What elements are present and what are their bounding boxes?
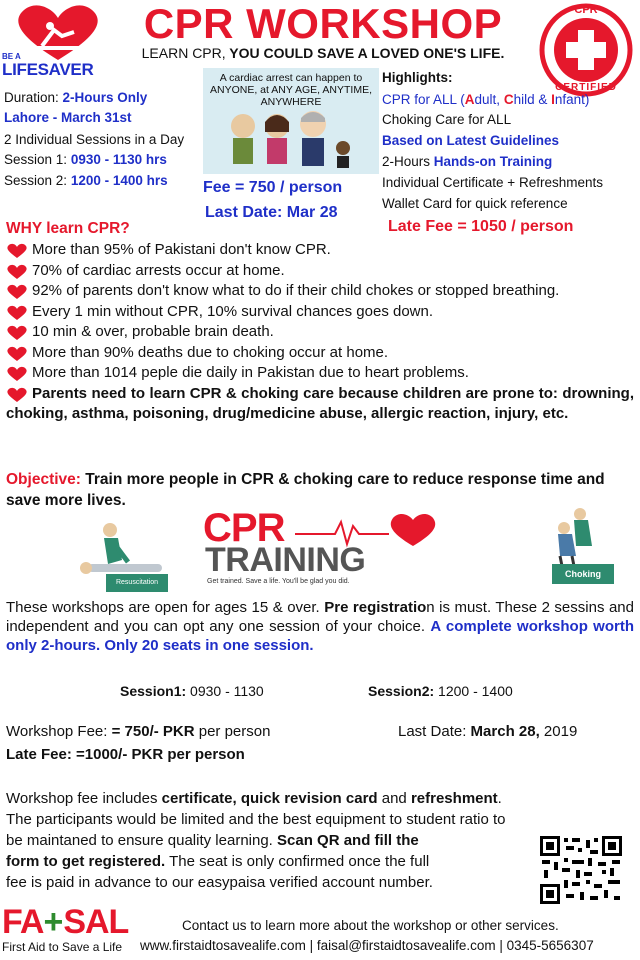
p2-l1e: . [497,790,502,807]
p2-l3a: be maintaned to ensure quality learning. [6,832,278,849]
duration-line [4,88,147,108]
wlast-value: March 28, [470,723,540,740]
heart-icon [6,305,28,321]
banner-training: TRAINING [205,541,366,579]
why-list [6,240,634,425]
p2-l1b: certificate, quick revision card [161,790,378,807]
list-item [6,343,634,364]
email-link[interactable]: faisal@firstaidtosavealife.com [316,938,496,953]
fasal-logo [2,904,132,940]
heart-icon [6,387,28,403]
last-date-text: Last Date: Mar 28 [205,204,338,221]
why-text: 70% of cardiac arrests occur at home. [32,261,285,279]
hl-handson-prefix: 2-Hours [382,154,434,169]
highlights-heading: Highlights: [382,70,453,85]
lifesaver-logo [2,2,114,80]
choking-figure-icon [540,506,626,568]
hl-prefix: CPR for ALL ( [382,92,465,107]
session2-summary [368,683,513,699]
para1-t2: Pre registratio [324,599,427,616]
heart-icon [6,264,28,280]
sep: | [305,938,317,953]
objective-label: Objective: [6,471,81,488]
session1-summary [120,683,264,699]
website-link[interactable]: www.firstaidtosavealife.com [140,938,306,953]
highlight-wallet: Wallet Card for quick reference [382,196,568,211]
highlight-guidelines: Based on Latest Guidelines [382,133,560,148]
hl-hild: hild & [513,92,552,107]
para2-line5: fee is paid in advance to our easypaisa verified account number. [6,874,433,891]
wfee-value: = 750/- PKR [111,723,195,740]
session1-time: 0930 - 1130 hrs [70,152,167,167]
list-item [6,261,634,282]
para2-line1 [6,788,634,809]
session2-label: Session 2: [4,173,68,188]
illustration-text: A cardiac arrest can happen to ANYONE, at ANY AGE, ANYTIME, ANYWHERE [209,72,373,108]
hl-i: I [551,92,555,107]
fasal-sal: SAL [63,903,129,941]
badge-top-text: CPR [574,4,598,16]
p2-l4a: form to get registered. [6,853,166,870]
location-date: Lahore - March 31st [4,110,132,125]
family-figures-icon [223,108,363,172]
session2-time: 1200 - 1400 hrs [70,173,168,188]
fasal-subtitle: First Aid to Save a Life [2,940,123,954]
p2-l1c: and [377,790,411,807]
s2-time: 1200 - 1400 [434,683,513,699]
qr-code-icon[interactable] [538,834,624,906]
session1-label: Session 1: [4,152,68,167]
s2-label: Session2: [368,683,435,699]
hl-nfant: nfant) [554,92,590,107]
p2-l4b: The seat is only confirmed once the full [165,853,430,870]
duration-label: Duration: [4,90,59,105]
workshop-description [6,598,634,655]
why-text: Every 1 min without CPR, 10% survival chances goes down. [32,302,434,320]
para2-line4 [6,851,518,872]
objective [6,469,634,511]
cardiac-arrest-illustration [203,68,379,174]
why-text: 92% of parents don't know what to do if their child chokes or stopped breathing. [32,282,560,299]
list-item [6,363,634,384]
para1-t3: n is must. These 2 sessins and independent and you can opt any one session of your choice. [6,599,634,635]
hl-c: C [503,92,514,107]
workshop-late-fee: Late Fee: =1000/- PKR per person [6,746,245,763]
highlight-cpr-for-all [382,90,589,110]
sessions-count: 2 Individual Sessions in a Day [4,132,185,147]
choking-label: Choking [552,564,614,584]
fasal-plus: + [43,903,64,941]
phone-link[interactable]: 0345-5656307 [506,938,594,953]
badge-bottom-text: CERTIFIED [555,82,617,93]
duration-value: 2-Hours Only [62,90,148,105]
logo-top-text: BE A [2,52,21,61]
logo-bottom-text: LIFESAVER [2,60,94,79]
why-text: More than 1014 peple die daily in Pakistan due to heart problems. [32,364,469,381]
list-item [6,281,634,302]
tagline-plain: LEARN CPR, [141,45,226,61]
why-text: More than 90% deaths due to choking occur at home. [32,343,389,361]
fee-text: Fee = 750 / person [203,179,343,196]
banner-cpr: CPR [203,506,285,550]
contact-text: Contact us to learn more about the workshop or other services. [182,918,559,933]
para2-line2: The participants would be limited and the best equipment to student ratio to [6,811,506,828]
para1-t1: These workshops are open for ages 15 & over. [6,599,325,616]
late-fee-text: Late Fee = 1050 / person [388,218,574,235]
wlast-year: 2019 [539,723,578,740]
sep: | [495,938,507,953]
list-item [6,302,634,323]
highlight-choking: Choking Care for ALL [382,112,512,127]
wfee-label: Workshop Fee: [6,723,112,740]
fasal-fa: FA [2,903,44,941]
heart-icon [6,366,28,382]
list-item [6,240,634,261]
s1-time: 0930 - 1130 [186,683,264,699]
heart-icon [6,325,28,341]
tagline-bold: YOU COULD SAVE A LOVED ONE'S LIFE. [229,45,505,61]
list-item [6,322,634,343]
highlight-handson [382,152,552,172]
hl-dult: dult, [474,92,504,107]
workshop-last-date [398,723,577,740]
hl-handson-bold: Hands-on Training [433,154,553,169]
cpr-training-banner [203,508,439,588]
why-text: Parents need to learn CPR & choking care because children are prone to: drowning, choking, asthma, poisoning, drug/medicine abuse, allergic reaction, injury, etc. [6,384,634,422]
objective-text: Train more people in CPR & choking care to reduce response time and save more lives. [6,471,605,509]
highlight-certificate: Individual Certificate + Refreshments [382,175,603,190]
wfee-suffix: per person [194,723,271,740]
wlast-label: Last Date: [398,723,471,740]
p2-l1d: refreshment [410,790,498,807]
page-title: CPR WORKSHOP [143,0,503,47]
resuscitation-label: Resuscitation [106,574,168,592]
para2-line3 [6,830,518,851]
hl-a: A [464,92,475,107]
why-heading: WHY learn CPR? [6,220,130,237]
why-text: 10 min & over, probable brain death. [32,323,274,340]
contact-line [140,938,594,953]
heart-icon [6,284,28,300]
why-text: More than 95% of Pakistani don't know CPR. [32,241,331,258]
p2-l3b: Scan QR and fill the [277,832,419,849]
banner-tagline: Get trained. Save a life. You'll be glad you did. [207,578,350,585]
p2-l1a: Workshop fee includes [6,790,162,807]
list-item [6,384,634,425]
heart-icon [6,243,28,259]
session1-line [4,150,167,170]
session2-line [4,171,168,191]
s1-label: Session1: [120,683,187,699]
workshop-fee [6,723,270,740]
para1-t4: A complete workshop worth only 2-hours. Only 20 seats in one session. [6,618,634,654]
heart-icon [6,346,28,362]
cpr-certified-badge [536,2,636,98]
tagline [118,44,528,62]
